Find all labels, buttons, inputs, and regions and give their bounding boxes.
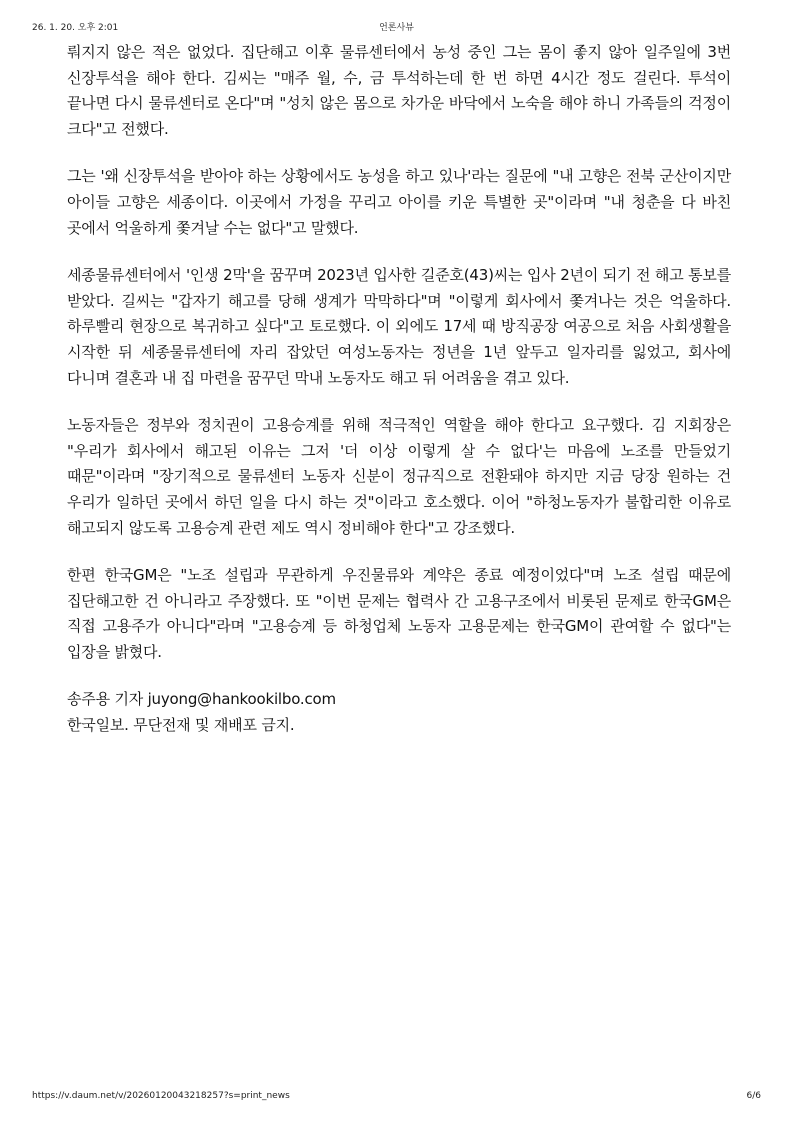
article-paragraph: 노동자들은 정부와 정치권이 고용승계를 위해 적극적인 역할을 해야 한다고 요구했다. 김 지회장은 "우리가 회사에서 해고된 이유는 그저 '더 이상 이렇게 살 수 없다'는 마음에 노조를 만들었기 때문"이라며 "장기적으로 물류센터 노동자 신분이 정규직으로 전환돼야 하지만 지금 당장 원하는 건 우리가 일하던 곳에서 하던 일을 다시 하는 것"이라고 호소했다. 이어 "하청노동자가 불합리한 이유로 해고되지 않도록 고용승계 관련 제도 역시 정비해야 한다"고 강조했다.	[67, 416, 731, 537]
print-url: https://v.daum.net/v/20260120043218257?s=print_news	[32, 1091, 290, 1101]
print-title: 언론사뷰	[379, 23, 414, 33]
article-paragraph: 뤄지지 않은 적은 없었다. 집단해고 이후 물류센터에서 농성 중인 그는 몸이 좋지 않아 일주일에 3번 신장투석을 해야 한다. 김씨는 "매주 월, 수, 금 투석하는데 한 번 하면 4시간 정도 걸린다. 투석이 끝나면 다시 물류센터로 온다"며 "성치 않은 몸으로 차가운 바닥에서 노숙을 해야 하니 가족들의 걱정이 크다"고 전했다.	[67, 43, 731, 138]
print-header	[32, 20, 761, 34]
article-paragraph: 그는 '왜 신장투석을 받아야 하는 상황에서도 농성을 하고 있나'라는 질문에 "내 고향은 전북 군산이지만 아이들 고향은 세종이다. 이곳에서 가정을 꾸리고 아이를 키운 특별한 곳"이라며 "내 청춘을 다 바친 곳에서 억울하게 쫓겨날 수는 없다"고 말했다.	[67, 167, 731, 237]
article-body	[67, 40, 731, 739]
article-byline	[67, 687, 731, 738]
print-date: 26. 1. 20. 오후 2:01	[32, 23, 119, 33]
print-footer	[32, 1091, 761, 1105]
copyright-notice: 한국일보. 무단전재 및 재배포 금지.	[67, 716, 295, 735]
article-paragraph: 한편 한국GM은 "노조 설립과 무관하게 우진물류와 계약은 종료 예정이었다"며 노조 설립 때문에 집단해고한 건 아니라고 주장했다. 또 "이번 문제는 협력사 간 고용구조에서 비롯된 문제로 한국GM은 직접 고용주가 아니다"라며 "고용승계 등 하청업체 노동자 고용문제는 한국GM이 관여할 수 없다"는 입장을 밝혔다.	[67, 566, 731, 661]
article-paragraph: 세종물류센터에서 '인생 2막'을 꿈꾸며 2023년 입사한 길준호(43)씨는 입사 2년이 되기 전 해고 통보를 받았다. 길씨는 "갑자기 해고를 당해 생계가 막막하다"며 "이렇게 회사에서 쫓겨나는 것은 억울하다. 하루빨리 현장으로 복귀하고 싶다"고 토로했다. 이 외에도 17세 때 방직공장 여공으로 처음 사회생활을 시작한 뒤 세종물류센터에 자리 잡았던 여성노동자는 정년을 1년 앞두고 일자리를 잃었고, 회사에 다니며 결혼과 내 집 마련을 꿈꾸던 막내 노동자도 해고 뒤 어려움을 겪고 있다.	[67, 266, 731, 387]
reporter-byline: 송주용 기자 juyong@hankookilbo.com	[67, 690, 336, 709]
page-number: 6/6	[746, 1091, 761, 1101]
